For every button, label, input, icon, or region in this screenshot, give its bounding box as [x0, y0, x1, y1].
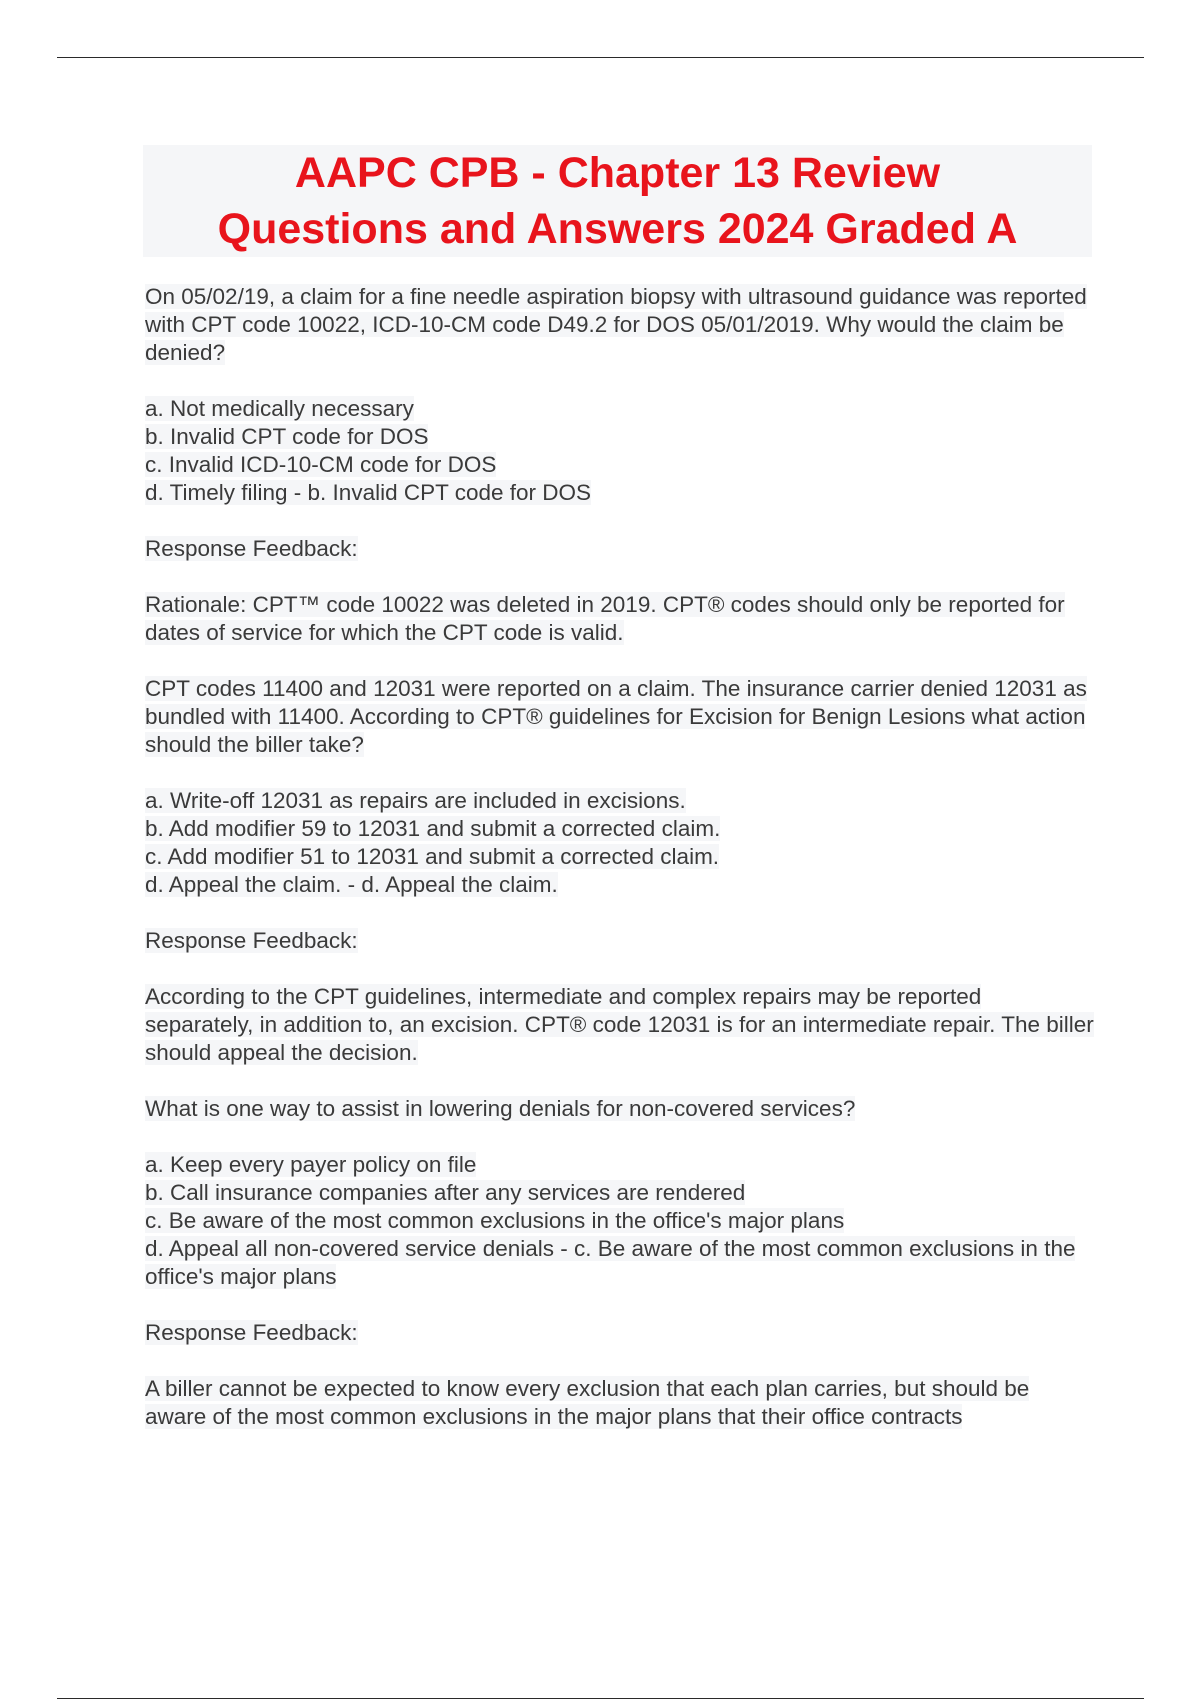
feedback-label: Response Feedback:: [145, 1320, 358, 1345]
option: d. Appeal the claim. - d. Appeal the claim.: [145, 872, 558, 897]
question-3-options: [145, 1151, 1095, 1291]
question-1-options: [145, 395, 1095, 507]
title-line-1: AAPC CPB - Chapter 13 Review: [294, 149, 941, 197]
feedback-label: Response Feedback:: [145, 536, 358, 561]
question-3-feedback: A biller cannot be expected to know every exclusion that each plan carries, but should be aware of the most common exclusions in the major plans that their office contracts: [145, 1376, 1030, 1429]
question-2: CPT codes 11400 and 12031 were reported on a claim. The insurance carrier denied 12031 as bundled with 11400. According to CPT® guidelines for Excision for Benign Lesions what action should the biller take?: [145, 676, 1087, 757]
option: d. Appeal all non-covered service denials - c. Be aware of the most common exclusions in the office's major plans: [145, 1236, 1076, 1289]
option: c. Be aware of the most common exclusions in the office's major plans: [145, 1208, 845, 1233]
document-title: [143, 145, 1092, 257]
feedback-label: Response Feedback:: [145, 928, 358, 953]
option: c. Add modifier 51 to 12031 and submit a corrected claim.: [145, 844, 720, 869]
question-2-options: [145, 787, 1095, 899]
option: b. Invalid CPT code for DOS: [145, 424, 429, 449]
top-rule: [57, 57, 1144, 58]
option: a. Keep every payer policy on file: [145, 1152, 477, 1177]
question-1-feedback: Rationale: CPT™ code 10022 was deleted in 2019. CPT® codes should only be reported for dates of service for which the CPT code is valid.: [145, 592, 1065, 645]
option: a. Not medically necessary: [145, 396, 414, 421]
option: d. Timely filing - b. Invalid CPT code for DOS: [145, 480, 592, 505]
option: b. Add modifier 59 to 12031 and submit a corrected claim.: [145, 816, 721, 841]
option: a. Write-off 12031 as repairs are included in excisions.: [145, 788, 686, 813]
bottom-rule: [57, 1698, 1144, 1699]
option: b. Call insurance companies after any services are rendered: [145, 1180, 746, 1205]
option: c. Invalid ICD-10-CM code for DOS: [145, 452, 497, 477]
question-2-feedback: According to the CPT guidelines, intermediate and complex repairs may be reported separately, in addition to, an excision. CPT® code 12031 is for an intermediate repair. The biller should appeal the decision.: [145, 984, 1094, 1065]
document-body: [145, 283, 1095, 1459]
question-3: What is one way to assist in lowering denials for non-covered services?: [145, 1096, 856, 1121]
question-1: On 05/02/19, a claim for a fine needle aspiration biopsy with ultrasound guidance was reported with CPT code 10022, ICD-10-CM code D49.2 for DOS 05/01/2019. Why would the claim be denied?: [145, 284, 1087, 365]
title-line-2: Questions and Answers 2024 Graded A: [217, 205, 1018, 253]
